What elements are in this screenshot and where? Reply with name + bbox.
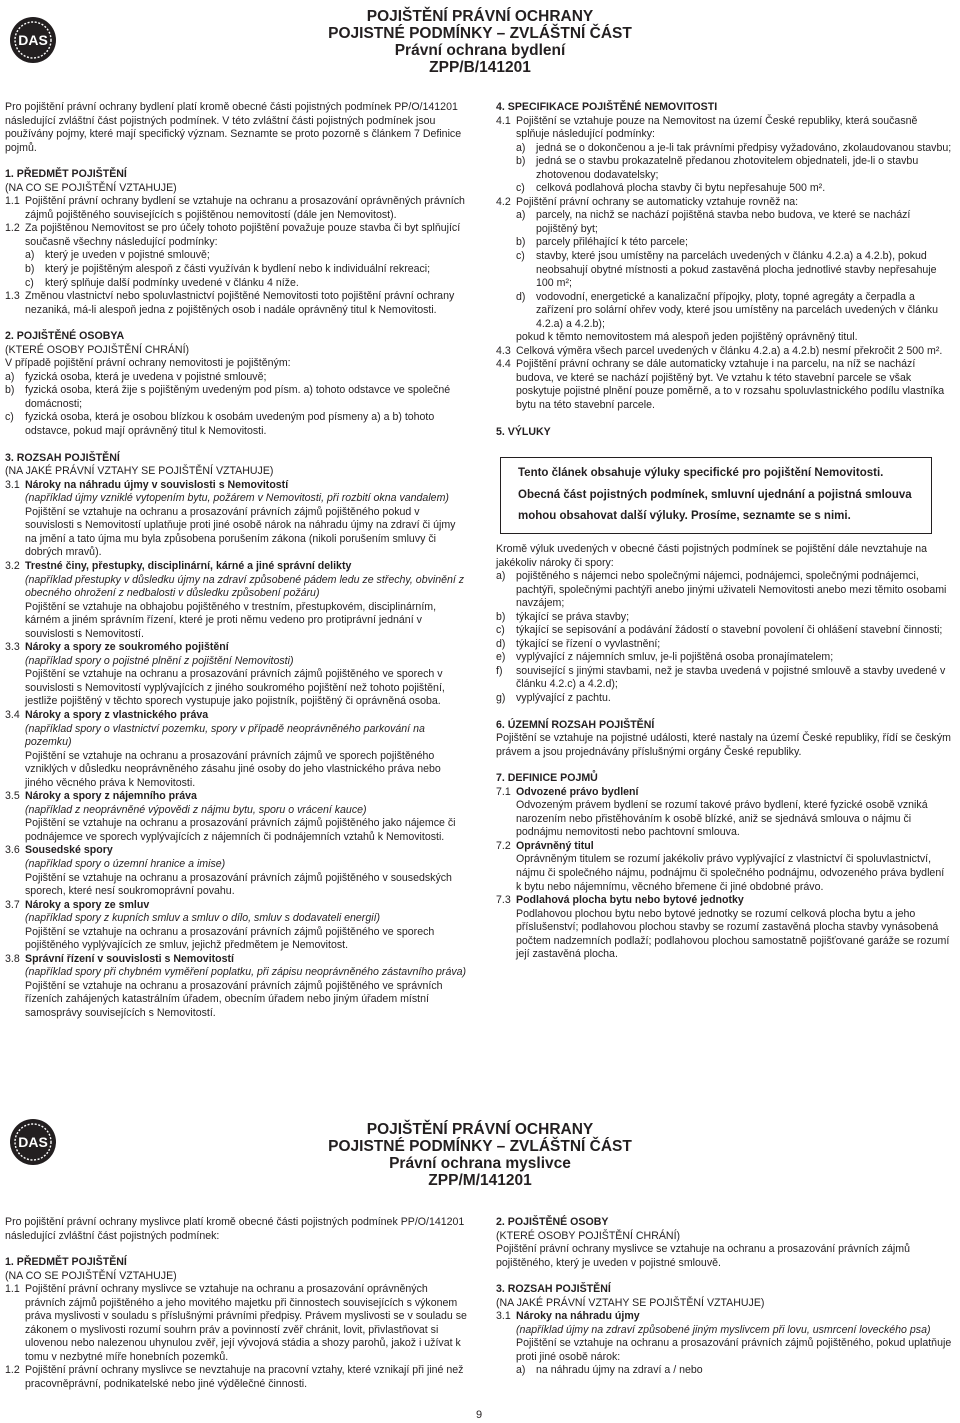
doc1-left-column [5,101,469,1021]
s7-item-text: Odvozeným právem bydlení se rozumí takové právo bydlení, které fyzické osobě vzniká narozením nebo přistěhováním k osobě blízké, aniž se sjednává smlouva o nájmu či podnájmu nemovitosti nebo pachtovní smlouva. [516,799,928,839]
doc1-s2-c: c) fyzická osoba, která je osobou blízkou k osobám uvedeným pod písmeny a) a b) tohoto odstavce, pokud mají oprávněný titul k Nemovitosti. [5,411,435,438]
s3-item-text: Pojištění se vztahuje na obhajobu pojištěného v trestním, přestupkovém, disciplinárním, kárném a jiném správním řízení, které je proti němu vedeno pro protiprávní jednání v souvislosti s Nemovitostí. [25,600,437,640]
doc1-s4-4: 4.4 Pojištění právní ochrany se dále automaticky vztahuje i na parcelu, na níž se nachází budova, ve které se nachází pojištěný byt. Ve vztahu k této stavební parcele se však poskytuje pojistné plnění pouze poměrně, a to v rozsahu spoluvlastnického podílu vlastníka bytu na této stavební parcele. [496,358,945,412]
doc2-s1-title: 1. PŘEDMĚT POJIŠTĚNÍ [5,1256,127,1269]
doc1-s5-item: c) týkající se sepisování a podávání žádostí o stavební povolení či ohlášení stavební činnosti; [496,624,943,637]
doc1-s5-item: a) pojištěného s nájemci nebo společnými nájemci, podnájemci, společnými podnájemci, pachtýři, společnými pachtýři anebo jinými uživateli Nemovitosti anebo mezi těmito osobami navzájem; [496,570,947,610]
doc1-product: Právní ochrana bydlení [394,42,566,59]
doc1-s4-1: 4.1 Pojištění se vztahuje pouze na Nemovitost na území České republiky, která současně splňuje následující podmínky: a) jedná se o dokončenou a je-li tak právními předpisy vyžadováno, zkolaudovanou stavbu; b) jedná se o stavbu prokazatelně předanou zhotovitelem objednateli, jde-li o stavbu zhotovenou dodavatelsky; c) celková podlahová plocha stavby či bytu nepřesahuje 500 m². [496,114,952,195]
doc1-s3-item: 3.3 Nároky a spory ze soukromého pojištění (například spory o pojistné plnění z pojištění Nemovitosti) Pojištění se vztahuje na ochranu a prosazování právních zájmů pojištěného ve sporech v souvislosti s Nemovitostí vyplývajících z jiného soukromého pojištění než tohoto pojištění, jestliže pojištěný v těchto sporech vystupuje jako pojistník, pojištěný či oprávněná osoba. [5,641,445,708]
doc1-s5-item: d) týkající se řízení o vyvlastnění; [496,637,661,650]
logo-text: DAS [18,32,48,48]
doc1-s5-item: e) vyplývající z nájemních smluv, je-li pojištěná osoba pronajímatelem; [496,651,834,664]
doc1-s2-subtitle: (KTERÉ OSOBY POJIŠTĚNÍ CHRÁNÍ) [5,343,190,356]
doc1-s5-list [496,570,952,705]
doc1-s7-item: 7.2 Oprávněný titul Oprávněným titulem se rozumí jakékoliv právo vyplývající z vlastnictví či spoluvlastnictví, nájmu či společného nájmu, podnájmu či společného podnájmu, odvozeného práva bydlení k bytu nebo nájemnímu, věcného břemene či jiné obdobné právo. [496,839,945,893]
s3-item-example: (například spory o územní hranice a imise) [25,857,226,870]
doc1-s3-item: 3.2 Trestné činy, přestupky, disciplinární, kárné a jiné správní delikty (například přestupky v důsledku újmy na zdraví způsobené pádem ledu ze střechy, obvinění z obecného ohrožení z nedbalosti v důsledku způsobení požáru) Pojištění se vztahuje na obhajobu pojištěného v trestním, přestupkovém, disciplinárním, kárném a jiném správním řízení, které je proti němu vedeno pro protiprávní jednání v souvislosti s Nemovitostí. [5,559,465,640]
doc2-s1-subtitle: (NA CO SE POJIŠTĚNÍ VZTAHUJE) [5,1269,177,1282]
doc1-s1-title: 1. PŘEDMĚT POJIŠTĚNÍ [5,168,127,181]
doc1-s6-title: 6. ÚZEMNÍ ROZSAH POJIŠTĚNÍ [496,718,655,731]
doc2-code: ZPP/M/141201 [428,1172,532,1189]
doc1-s3-item: 3.8 Správní řízení v souvislosti s Nemovitostí (například spory při chybném vyměření poplatku, při zápisu neoprávněného zástavního práva) Pojištění se vztahuje na ochranu a prosazování právních zájmů pojištěného ve správních řízeních zahájených katastrálním úřadem, obecním úřadem nebo jiným úřadem místní samosprávy souvisejících s Nemovitostí. [5,952,467,1019]
s3-item-example: (například z neoprávněné výpovědi z nájmu bytu, sporu o vrácení kauce) [25,803,367,816]
s3-item-text: Pojištění se vztahuje na ochranu a prosazování právních zájmů pojištěného ve sporech pojištěného vyplývajících ze smluv, jejichž předmětem je Nemovitost. [25,925,435,952]
doc1-code: ZPP/B/141201 [429,59,531,76]
doc2-right-column [496,1216,952,1378]
doc1-s1-3: 1.3 Změnou vlastnictví nebo spoluvlastnictví pojištěné Nemovitosti toto pojištění právní ochrany nezaniká, má-li alespoň jedna z pojištěných osob i nadále oprávněný titul k Nemovitosti. [5,290,455,316]
s3-item-example: (například spory o pojistné plnění z pojištění Nemovitosti) [25,654,294,667]
logo-text: DAS [18,1134,48,1150]
doc2-s2-title: 2. POJIŠTĚNÉ OSOBY [496,1216,609,1228]
doc1-s7-title: 7. DEFINICE POJMŮ [496,772,598,785]
s3-item-text: Pojištění se vztahuje na ochranu a prosazování právních zájmů pojištěného ve správních řízeních zahájených katastrálním úřadem, obecním úřadem nebo jiným úřadem místní samosprávy souvisejících s Nemovitostí. [25,979,443,1019]
doc1-s1-2: 1.2 Za pojištěnou Nemovitost se pro účely tohoto pojištění považuje pouze stavba či byt splňující současně všechny následující podmínky: a) který je uveden v pojistné smlouvě; b) který je pojištěným alespoň z části využíván k bydlení nebo k individuální rekreaci; c) který splňuje další podmínky uvedené v článku 4 níže. [5,222,461,289]
s3-item-title: Nároky a spory z vlastnického práva [25,708,209,721]
s3-item-example: (například spory při chybném vyměření poplatku, při zápisu neoprávněného zástavního práva) [25,966,467,979]
doc1-s1-subtitle: (NA CO SE POJIŠTĚNÍ VZTAHUJE) [5,181,177,194]
s7-item-title: Odvozené právo bydlení [516,785,639,798]
s3-item-title: Správní řízení v souvislosti s Nemovitostí [25,952,234,965]
doc1-title: POJIŠTĚNÍ PRÁVNÍ OCHRANY [366,8,594,25]
doc2-s2-subtitle: (KTERÉ OSOBY POJIŠTĚNÍ CHRÁNÍ) [496,1229,681,1242]
s3-item-title: Trestné činy, přestupky, disciplinární, kárné a jiné správní delikty [25,559,352,572]
doc1-s4-3: 4.3 Celková výměra všech parcel uvedených v článku 4.2.a) a 4.2.b) nesmí překročit 2 500 m². [496,344,943,357]
doc2-product: Právní ochrana myslivce [389,1155,571,1172]
doc1-right-column-lower [496,543,952,962]
s7-item-title: Oprávněný titul [516,839,594,852]
doc1-s4-title: 4. SPECIFIKACE POJIŠTĚNÉ NEMOVITOSTI [496,101,718,113]
s3-item-title: Sousedské spory [25,844,113,857]
doc2-title: POJIŠTĚNÍ PRÁVNÍ OCHRANY [366,1121,594,1138]
doc1-s7-item: 7.1 Odvozené právo bydlení Odvozeným právem bydlení se rozumí takové právo bydlení, které fyzické osobě vzniká narozením nebo přistěhováním k osobě blízké, aniž se sjednává smlouva o nájmu či podnájmu nemovitosti nebo pachtovní smlouva. [496,785,928,839]
s3-item-example: (například přestupky v důsledku újmy na zdraví způsobené pádem ledu ze střechy, obvinění z obecného ohrožení z nedbalosti v důsledku způsobení požáru) [25,573,465,600]
s3-item-example: (například újmy vzniklé vytopením bytu, požárem v Nemovitosti, při rozbití okna vandalem) [25,492,449,505]
doc1-s3-item: 3.6 Sousedské spory (například spory o územní hranice a imise) Pojištění se vztahuje na ochranu a prosazování právních zájmů pojištěného v sousedských sporech, které nesí soukromoprávní povahu. [5,844,452,898]
doc1-s4-2: 4.2 Pojištění právní ochrany se automaticky vztahuje rovněž na: a) parcely, na nichž se nachází pojištěná stavba nebo budova, ve které se nachází pojištěný byt; b) parcely přiléhající k této parcele; c) stavby, které jsou umístěny na parcelách uvedených v článku 4.2.a) a 4.2.b), pokud neobsahují obytné místnosti a pokud zastavěná plocha jednotlivé stavby nepřesahuje 100 m²; d) vodovodní, energetické a kanalizační přípojky, ploty, topné agregáty a čerpadla a zařízení pro solární ohřev vody, které jsou umístěny na parcelách uvedených v článku 4.2.a) a 4.2.b); pokud k těmto nemovitostem má alespoň jeden pojištěný oprávněný titul. [496,195,938,344]
s3-item-text: Pojištění se vztahuje na ochranu a prosazování právních zájmů ve sporech pojištěného vzniklých v důsledku neoprávněného zásahu jiné osoby do jeho vlastnického práva nebo jiného věcného práva k Nemovitosti. [25,749,441,789]
doc1-subtitle: POJISTNÉ PODMÍNKY – ZVLÁŠTNÍ ČÁST [328,25,632,42]
s3-item-title: Nároky a spory z nájemního práva [25,790,197,803]
doc2-s3-1: 3.1 Nároky na náhradu újmy (například újmy na zdraví způsobené jiným myslivcem při lovu, usmrcení loveckého psa) Pojištění se vztahuje na ochranu a prosazování právních zájmů pojištěného, pokud uplatňuje proti jiné osobě nárok: a) na náhradu újmy na zdraví a / nebo [496,1310,952,1377]
doc1-s3-subtitle: (NA JAKÉ PRÁVNÍ VZTAHY SE POJIŠTĚNÍ VZTAHUJE) [5,465,274,478]
s7-item-title: Podlahová plocha bytu nebo bytové jednotky [516,894,744,907]
s3-item-title: Nároky a spory ze soukromého pojištění [25,641,229,654]
doc1-s5-item: b) týkající se práva stavby; [496,610,630,623]
doc1-s2-title: 2. POJIŠTĚNÉ OSOBYA [5,330,125,343]
doc1-s6-text: Pojištění se vztahuje na pojistné události, které nastaly na území České republiky, řídí se českým právem a jsou projednávány příslušnými orgány České republiky. [496,732,951,758]
doc2-header [0,1121,960,1189]
s7-item-text: Oprávněným titulem se rozumí jakékoliv právo vyplývající z vlastnictví či spoluvlastnictví, nájmu či společného nájmu, podnájmu či společného podnájmu, odvozeného práva bydlení k bytu nebo nájemnímu, věcného břemene či jiné obdobné právo. [516,853,945,893]
doc1-s2-b: b) fyzická osoba, která žije s pojištěným uvedeným pod písm. a) tohoto odstavce ve společné domácnosti; [5,384,451,410]
doc2-s1-2: 1.2 Pojištění právní ochrany myslivce se nevztahuje na pracovní vztahy, které vznikají při jiné než pracovněprávní, podnikatelské nebo jiné výdělečné činnosti. [5,1364,464,1391]
doc1-exclusions-notice: Tento článek obsahuje výluky specifické pro pojištění Nemovitosti. Obecná část pojistných podmínek, smluvní ujednání a pojistná smlouva mohou obsahovat další výluky. Prosíme, seznamte se s nimi. [500,457,932,534]
doc1-s5-item: f) související s jinými stavbami, než je stavba uvedená v pojistné smlouvě a stavby uvedené v článku 4.2.c) a 4.2.d); [496,664,946,691]
doc1-s3-list [5,479,469,1021]
s3-item-text: Pojištění se vztahuje na ochranu a prosazování právních zájmů pojištěného ve sporech v souvislosti s Nemovitostí vyplývajících z jiného soukromého pojištění než tohoto pojištění, jestliže pojištěný v těchto sporech vystupuje jako pojistník, pojištěný či oprávněná osoba. [25,668,445,708]
doc1-s5-title: 5. VÝLUKY [496,425,551,438]
doc2-s1-1: 1.1 Pojištění právní ochrany myslivce se vztahuje na ochranu a prosazování oprávněných právních zájmů pojištěného a jeho movitého majetku při činnostech souvisejících s výkonem práva myslivosti v souladu s příslušnými právními předpisy. Právem myslivosti se v souladu se zákonem o myslivosti rozumí souhrn práv a povinností zvěř chránit, lovit, přivlastňovat si ulovenou nebo nalezenou uhynulou zvěř, její vývojová stádia a shozy parohů, jakož i užívat k tomu v nezbytné míře honebních pozemků. [5,1283,467,1363]
s3-item-title: Nároky na náhradu újmy v souvislosti s Nemovitostí [25,478,289,491]
doc2-s3-subtitle: (NA JAKÉ PRÁVNÍ VZTAHY SE POJIŠTĚNÍ VZTAHUJE) [496,1296,765,1309]
doc2-left-column [5,1216,467,1392]
doc1-s5-intro: Kromě výluk uvedených v obecné části pojistných podmínek se pojištění dále nevztahuje na jakékoliv nároky či spory: [496,543,928,569]
s3-item-example: (například spory o vlastnictví pozemku, spory v případě neoprávněného parkování na pozemku) [25,722,425,749]
doc1-s7-item: 7.3 Podlahová plocha bytu nebo bytové jednotky Podlahovou plochou bytu nebo bytové jednotky se rozumí celková plocha bytu a jeho příslušenství; podlahovou plochou stavby se rozumí zastavěná plocha stavby vynásobená počtem nadzemních podlaží; podlahovou plochou samostatně pojišťované garáže se rozumí její zastavěná plocha. [496,894,950,961]
doc1-right-column [496,101,952,439]
doc2-s3-title: 3. ROZSAH POJIŠTĚNÍ [496,1283,611,1296]
s3-item-example: (například spory z kupních smluv a smluv o dílo, smluv s dodavateli energií) [25,912,381,925]
doc1-s3-item: 3.7 Nároky a spory ze smluv (například spory z kupních smluv a smluv o dílo, smluv s dodavateli energií) Pojištění se vztahuje na ochranu a prosazování právních zájmů pojištěného ve sporech pojištěného vyplývajících ze smluv, jejichž předmětem je Nemovitost. [5,898,435,952]
s3-item-title: Nároky a spory ze smluv [25,898,150,911]
s3-item-text: Pojištění se vztahuje na ochranu a prosazování právních zájmů pojištěného pokud v souvislosti s Nemovitostí uplatňuje proti jiné osobě nárok na náhradu újmy na zdraví či újmy na jmění a tato újma mu byla způsobena porušením zákona (nikoli porušením smluvy či dobrých mravů). [25,505,456,559]
doc1-s5-item: g) vyplývající z pachtu. [496,692,611,705]
page-number: 9 [476,1409,483,1421]
doc1-intro: Pro pojištění právní ochrany bydlení platí kromě obecné části pojistných podmínek PP/O/141201 následující zvláštní část pojistných podmínek. V této zvláštní části pojistných podmínek jsou používány pojmy, které mají specifický význam. Seznamte se proto pozorně s článkem 7 Definice pojmů. [5,101,462,154]
doc1-s1-1: 1.1 Pojištění právní ochrany bydlení se vztahuje na ochranu a prosazování oprávněných právních zájmů pojištěného souvisejících s pojištěnou nemovitostí (dále jen Nemovitost). [5,195,465,221]
doc2-intro: Pro pojištění právní ochrany myslivce platí kromě obecné části pojistných podmínek PP/O/141201 následující zvláštní část pojistných podmínek: [5,1216,465,1242]
doc2-subtitle: POJISTNÉ PODMÍNKY – ZVLÁŠTNÍ ČÁST [328,1138,632,1155]
s3-item-text: Pojištění se vztahuje na ochranu a prosazování právních zájmů pojištěného jako nájemce či podnájemce ve sporech vyplývajících z nájemních či podnájemních vztahů k Nemovitosti. [25,817,456,843]
s3-item-text: Pojištění se vztahuje na ochranu a prosazování právních zájmů pojištěného v sousedských sporech, které nesí soukromoprávní povahu. [25,871,452,898]
doc1-s3-item: 3.5 Nároky a spory z nájemního práva (například z neoprávněné výpovědi z nájmu bytu, sporu o vrácení kauce) Pojištění se vztahuje na ochranu a prosazování právních zájmů pojištěného jako nájemce či podnájemce ve sporech vyplývajících z nájemních či podnájemních vztahů k Nemovitosti. [5,790,456,843]
doc1-s3-item: 3.1 Nároky na náhradu újmy v souvislosti s Nemovitostí (například újmy vzniklé vytopením bytu, požárem v Nemovitosti, při rozbití okna vandalem) Pojištění se vztahuje na ochranu a prosazování právních zájmů pojištěného pokud v souvislosti s Nemovitostí uplatňuje proti jiné osobě nárok na náhradu újmy na zdraví či újmy na jmění a tato újma mu byla způsobena porušením zákona (nikoli porušením smluvy či dobrých mravů). [5,478,456,559]
doc1-s7-list [496,786,952,962]
doc1-s2-a: a) fyzická osoba, která je uvedena v pojistné smlouvě; [5,370,267,383]
doc1-s2-intro: V případě pojištění právní ochrany nemovitosti je pojištěným: [5,357,291,370]
doc1-header [0,8,960,76]
doc1-s3-item: 3.4 Nároky a spory z vlastnického práva (například spory o vlastnictví pozemku, spory v případě neoprávněného parkování na pozemku) Pojištění se vztahuje na ochranu a prosazování právních zájmů ve sporech pojištěného vzniklých v důsledku neoprávněného zásahu jiné osoby do jeho vlastnického práva nebo jiného věcného práva k Nemovitosti. [5,708,441,789]
s7-item-text: Podlahovou plochou bytu nebo bytové jednotky se rozumí celková plocha bytu a jeho příslušenství; podlahovou plochou stavby se rozumí zastavěná plocha stavby vynásobená počtem nadzemních podlaží; podlahovou plochou samostatně pojišťované garáže se rozumí její zastavěná plocha. [516,907,950,961]
doc2-s2-text: Pojištění právní ochrany myslivce se vztahuje na ochranu a prosazování právních zájmů pojištěného, který je uveden v pojistné smlouvě. [496,1243,910,1269]
doc1-s3-title: 3. ROZSAH POJIŠTĚNÍ [5,451,120,464]
